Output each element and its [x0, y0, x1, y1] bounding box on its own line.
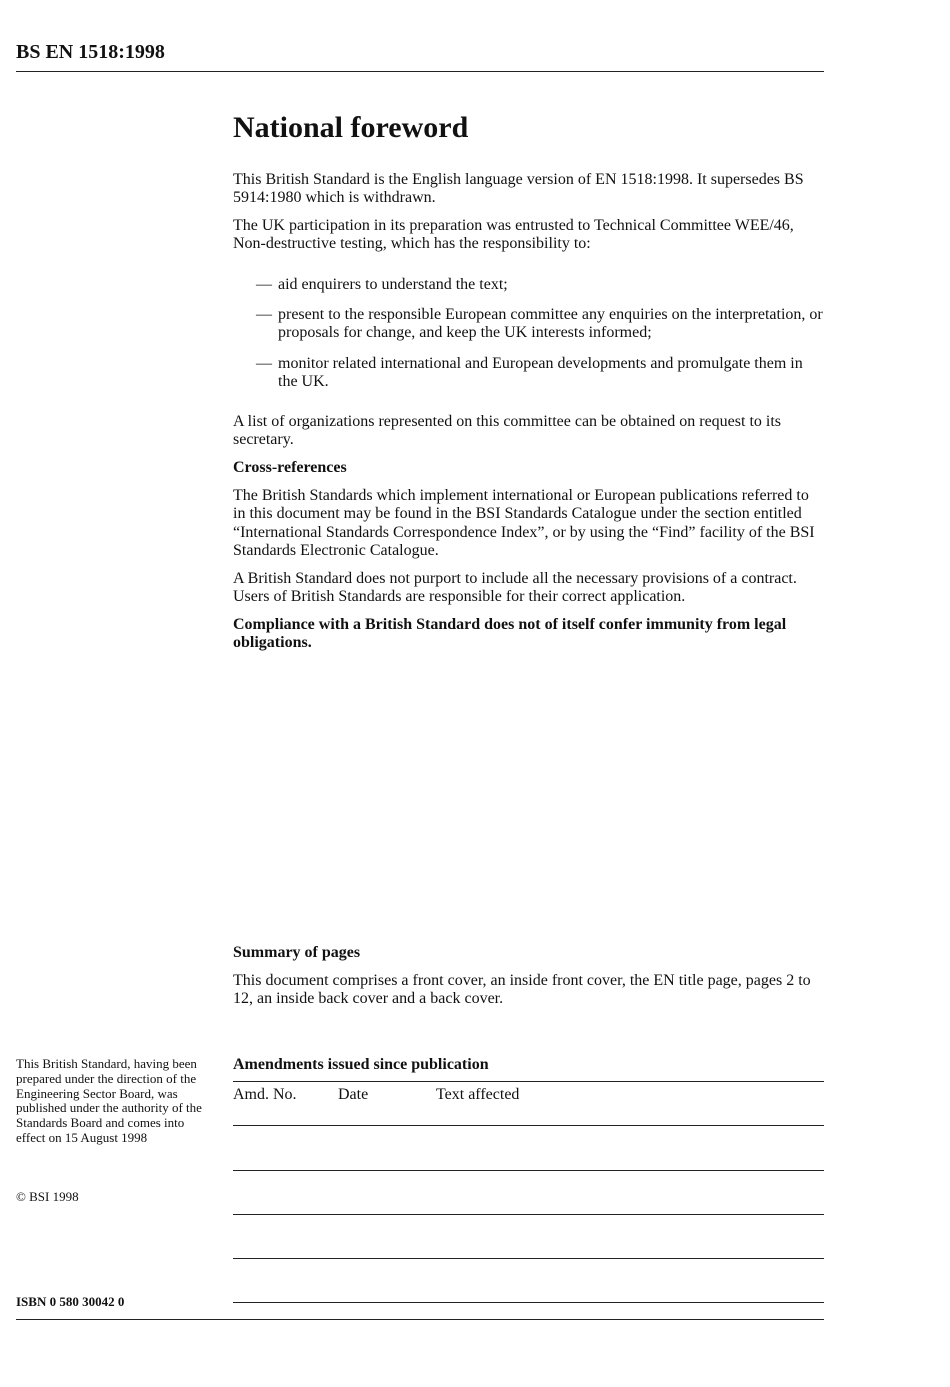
document-id-header: BS EN 1518:1998: [16, 41, 165, 63]
cross-references-paragraph: The British Standards which implement international or European publications referred to in this document may be found in the BSI Standards Catalogue under the section entitled “International Standards Correspondence Index”, or by using the “Find” facility of the BSI Standards Electronic Catalogue.: [233, 487, 815, 559]
publication-note: This British Standard, having been prepared under the direction of the Engineering Sector Board, was published under the authority of the Standards Board and comes into effect on 15 August 1998: [16, 1056, 202, 1145]
amendments-table-rule: [233, 1258, 824, 1259]
cross-references-heading: Cross-references: [233, 459, 347, 477]
responsibility-list: [233, 276, 825, 391]
page-title: National foreword: [233, 111, 469, 144]
intro-paragraph: This British Standard is the English language version of EN 1518:1998. It supersedes BS 5914:1980 which is withdrawn.: [233, 171, 804, 207]
summary-heading: Summary of pages: [233, 944, 361, 961]
compliance-statement: Compliance with a British Standard does not of itself confer immunity from legal obligations.: [233, 615, 787, 652]
provisions-paragraph: A British Standard does not purport to include all the necessary provisions of a contract. Users of British Standards are responsible for their correct application.: [233, 569, 797, 606]
list-item: — aid enquirers to understand the text;: [256, 275, 508, 293]
amendments-table-rule: [233, 1170, 824, 1171]
column-header-amd-no: Amd. No.: [233, 1086, 297, 1103]
amendments-heading: Amendments issued since publication: [233, 1056, 489, 1073]
dash-marker: —: [256, 305, 272, 323]
dash-marker: —: [256, 354, 272, 372]
summary-text: This document comprises a front cover, an inside front cover, the EN title page, pages 2 to 12, an inside back cover and a back cover.: [233, 971, 811, 1008]
committee-paragraph: The UK participation in its preparation was entrusted to Technical Committee WEE/46, Non-destructive testing, which has the responsibility to:: [233, 217, 794, 253]
header-divider: [16, 71, 824, 72]
summary-section: [233, 944, 825, 1018]
isbn-number: ISBN 0 580 30042 0: [16, 1294, 125, 1309]
amendments-table-rule: [233, 1214, 824, 1215]
dash-marker: —: [256, 275, 272, 293]
amendments-table-rule: [233, 1125, 824, 1126]
committee-list-paragraph: A list of organizations represented on this committee can be obtained on request to its secretary.: [233, 413, 782, 449]
amendments-table-rule: [233, 1081, 824, 1082]
copyright-notice: © BSI 1998: [16, 1189, 79, 1204]
column-header-text-affected: Text affected: [436, 1086, 520, 1103]
footer-divider: [16, 1319, 824, 1320]
foreword-body: [233, 171, 825, 662]
list-item: — present to the responsible European committee any enquiries on the interpretation, or proposals for change, and keep the UK interests informed;: [256, 305, 823, 342]
amendments-table-rule: [233, 1302, 824, 1303]
list-item: — monitor related international and European developments and promulgate them in the UK.: [256, 354, 803, 390]
column-header-date: Date: [338, 1086, 369, 1103]
